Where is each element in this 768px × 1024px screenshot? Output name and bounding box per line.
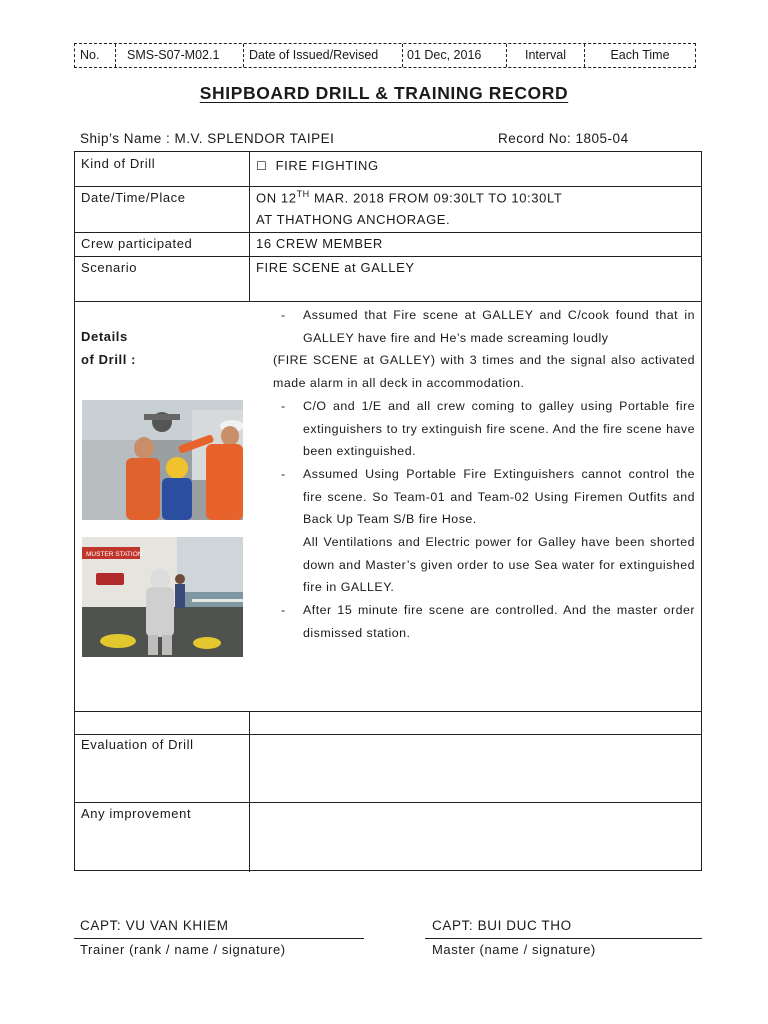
bullet-dash: - <box>281 603 286 618</box>
crew-participated-value: 16 CREW MEMBER <box>256 236 383 251</box>
master-signature-line <box>425 938 702 939</box>
date-time-line-1: ON 12TH MAR. 2018 FROM 09:30LT TO 10:30LT <box>256 189 563 206</box>
scenario-value: FIRE SCENE at GALLEY <box>256 260 415 275</box>
photo-fire-suit-deck <box>82 537 243 657</box>
row-divider <box>75 711 701 712</box>
row-divider <box>75 256 701 257</box>
crew-participated-label: Crew participated <box>81 236 193 251</box>
any-improvement-label: Any improvement <box>81 806 192 821</box>
kind-of-drill-label: Kind of Drill <box>81 156 156 171</box>
date-time-place-label: Date/Time/Place <box>81 190 186 205</box>
detail-paragraph: - C/O and 1/E and all crew coming to galley using Portable fire extinguishers to try extinguish fire scene. And the fire scene have been extinguished. <box>273 395 695 463</box>
photo-sign-text: MUSTER STATION <box>86 551 143 558</box>
no-label: No. <box>75 44 116 67</box>
photo-crew-galley <box>82 400 243 520</box>
evaluation-of-drill-label: Evaluation of Drill <box>81 737 194 752</box>
checkbox-icon: ☐ <box>256 159 268 173</box>
date-issued-value: 01 Dec, 2016 <box>403 44 507 67</box>
document-control-header <box>74 43 696 68</box>
column-divider <box>249 711 250 872</box>
master-name: CAPT: BUI DUC THO <box>432 918 572 933</box>
drill-details-text <box>273 304 695 645</box>
trainer-signature-line <box>74 938 364 939</box>
detail-paragraph: - Assumed that Fire scene at GALLEY and C/cook found that in GALLEY have fire and He’s made screaming loudly <box>273 304 695 349</box>
drill-photo-1 <box>82 400 243 520</box>
bullet-dash: - <box>281 466 286 481</box>
details-of-drill-label: Details of Drill : <box>81 329 137 367</box>
interval-label: Interval <box>507 44 585 67</box>
kind-of-drill-value <box>256 158 379 173</box>
row-divider <box>75 734 701 735</box>
drill-record-table <box>74 151 702 871</box>
row-divider <box>75 186 701 187</box>
ship-info-line <box>80 131 700 149</box>
detail-paragraph: - Assumed Using Portable Fire Extinguishers cannot control the fire scene. So Team-01 and Team-02 Using Firemen Outfits and Back Up Team S/B fire Hose. <box>273 463 695 531</box>
bullet-dash: - <box>281 308 286 322</box>
drill-photo-2 <box>82 537 243 657</box>
kind-of-drill-text: FIRE FIGHTING <box>275 158 379 173</box>
detail-paragraph: All Ventilations and Electric power for Galley have been shorted down and Master’s given order to use Sea water for extinguished fire in GALLEY. <box>303 535 695 595</box>
record-number: Record No: 1805-04 <box>498 131 629 146</box>
row-divider <box>75 802 701 803</box>
page-title: SHIPBOARD DRILL & TRAINING RECORD <box>199 83 569 103</box>
date-time-line-2: AT THATHONG ANCHORAGE. <box>256 212 451 227</box>
trainer-name: CAPT: VU VAN KHIEM <box>80 918 229 933</box>
interval-value: Each Time <box>610 48 670 62</box>
detail-paragraph: - After 15 minute fire scene are controlled. And the master order dismissed station. <box>273 599 695 644</box>
master-caption: Master (name / signature) <box>432 942 596 957</box>
trainer-caption: Trainer (rank / name / signature) <box>80 942 286 957</box>
scenario-label: Scenario <box>81 260 138 275</box>
ship-name: Ship’s Name : M.V. SPLENDOR TAIPEI <box>80 131 335 146</box>
document-code: SMS-S07-M02.1 <box>116 44 244 67</box>
ordinal-suffix: TH <box>296 189 310 199</box>
bullet-dash: - <box>281 398 286 413</box>
row-divider <box>75 232 701 233</box>
detail-paragraph: (FIRE SCENE at GALLEY) with 3 times and the signal also activated made alarm in all deck in accommodation. <box>273 353 695 391</box>
row-divider <box>75 301 701 302</box>
date-issued-label: Date of Issued/Revised <box>244 44 403 67</box>
column-divider <box>249 152 250 301</box>
